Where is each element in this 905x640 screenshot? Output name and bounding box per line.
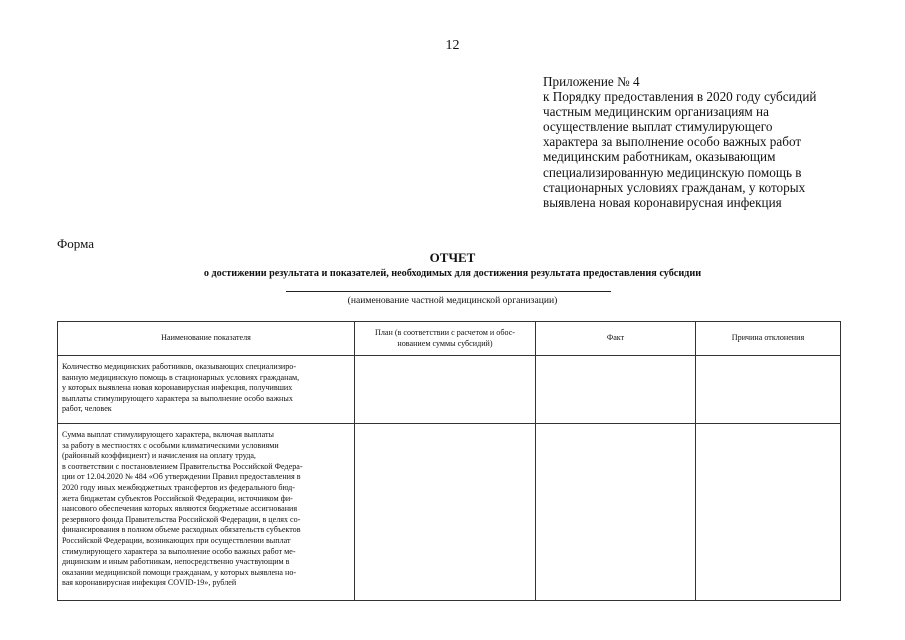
indicator-text-line: вая коронавирусная инфекция COVID-19», рублей [62, 578, 237, 588]
report-table [57, 321, 841, 601]
organization-name-caption: (наименование частной медицинской организации) [347, 295, 558, 306]
header-indicator-name: Наименование показателя [58, 322, 355, 356]
appendix-line: осуществление выплат стимулирующего [543, 119, 773, 135]
indicator-text-line: Количество медицинских работников, оказывающих специализиро- [62, 362, 297, 371]
indicator-text-line: Российской Федерации, возникающих при осуществлении выплат [62, 535, 291, 545]
fact-cell[interactable] [536, 424, 696, 601]
indicator-text-line: 2020 году иных межбюджетных трансфертов из федерального бюд- [62, 482, 295, 492]
indicator-text-line: финансирования в полном объеме расходных обязательств субъектов [62, 525, 301, 535]
report-title: ОТЧЕТ [429, 250, 476, 265]
plan-cell[interactable] [355, 424, 536, 601]
indicator-text-line: ции от 12.04.2020 № 484 «Об утверждении Правил предоставления в [62, 472, 301, 482]
indicator-text-line: ванную медицинскую помощь в стационарных условиях гражданам, [62, 372, 300, 382]
form-label: Форма [57, 236, 94, 251]
appendix-line: Приложение № 4 [543, 74, 640, 89]
appendix-line: стационарных условиях гражданам, у которых [543, 179, 806, 195]
header-plan [355, 322, 536, 356]
table-row [58, 356, 841, 424]
indicator-text-line: дицинским и иным работникам, непосредственно участвующим в [62, 557, 290, 567]
indicator-text-line: Сумма выплат стимулирующего характера, включая выплаты [62, 430, 274, 439]
appendix-line: медицинским работникам, оказывающим [543, 149, 776, 165]
indicator-name-cell [58, 424, 355, 601]
appendix-line: к Порядку предоставления в 2020 году субсидий [543, 89, 817, 105]
indicator-name-cell [58, 356, 355, 424]
indicator-text-line: (районный коэффициент) и начисления на оплату труда, [62, 451, 256, 461]
indicator-text-line: в соответствии с постановлением Правительства Российской Федера- [62, 461, 303, 471]
organization-name-line [286, 291, 611, 292]
indicator-text-line: работ, человек [62, 404, 112, 414]
appendix-header [543, 74, 873, 210]
indicator-text-line: у которых выявлена новая коронавирусная инфекция, получивших [62, 383, 293, 393]
header-fact: Факт [536, 322, 696, 356]
plan-cell[interactable] [355, 356, 536, 424]
appendix-line: частным медицинским организациям на [543, 104, 769, 120]
indicator-text-line: оказании медицинской помощи гражданам, у которых выявлена но- [62, 567, 297, 577]
indicator-text-line: нансового обеспечения которых являются бюджетные ассигнования [62, 504, 298, 514]
header-deviation-reason: Причина отклонения [696, 322, 841, 356]
deviation-reason-cell[interactable] [696, 356, 841, 424]
appendix-line: характера за выполнение особо важных работ [543, 134, 802, 150]
page-number: 12 [445, 38, 460, 53]
table-header-row [58, 322, 841, 356]
header-plan-line: План (в соответствии с расчетом и обос- [374, 328, 515, 337]
indicator-text-line: выплаты стимулирующего характера за выполнение особо важных [62, 393, 293, 403]
appendix-line: выявлена новая коронавирусная инфекция [543, 194, 782, 210]
indicator-text-line: жета бюджетам субъектов Российской Федерации, источником фи- [62, 493, 293, 503]
indicator-text-line: стимулирующего характера за выполнение особо важных работ ме- [62, 546, 296, 556]
deviation-reason-cell[interactable] [696, 424, 841, 601]
appendix-line: специализированную медицинскую помощь в [543, 164, 802, 180]
indicator-text-line: резервного фонда Правительства Российской Федерации, в целях со- [62, 514, 301, 524]
header-plan-line: нованием суммы субсидий) [397, 338, 493, 348]
fact-cell[interactable] [536, 356, 696, 424]
indicator-text-line: за работу в местностях с особыми климатическими условиями [62, 440, 279, 450]
report-subtitle: о достижении результата и показателей, необходимых для достижения результата предоставления субсидии [203, 268, 702, 279]
table-row [58, 424, 841, 601]
